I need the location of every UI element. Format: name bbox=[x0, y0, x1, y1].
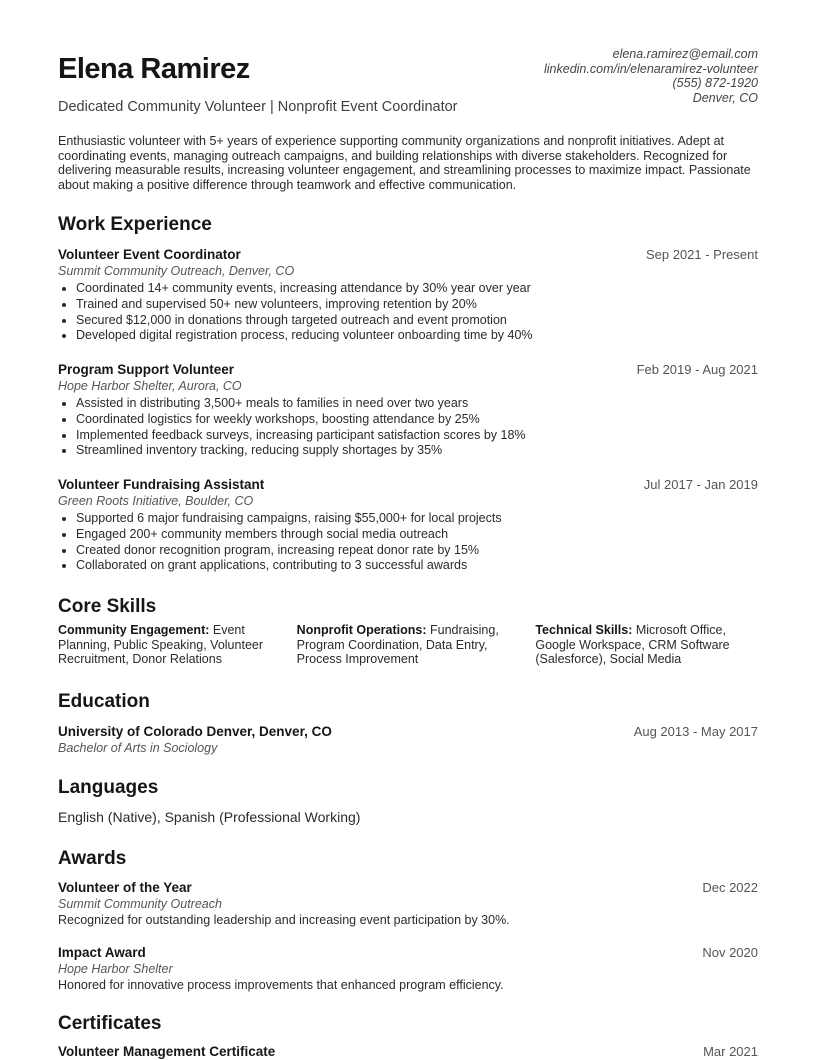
job-title: Volunteer Event Coordinator bbox=[58, 247, 241, 262]
bullet-item: • Streamlined inventory tracking, reducing supply shortages by 35% bbox=[76, 443, 758, 459]
bullet-item: • Coordinated logistics for weekly workshops, boosting attendance by 25% bbox=[76, 412, 758, 428]
contact-location: Denver, CO bbox=[692, 91, 758, 106]
bullet-item: • Created donor recognition program, increasing repeat donor rate by 15% bbox=[76, 543, 758, 559]
job-organization: Hope Harbor Shelter, Aurora, CO bbox=[58, 379, 242, 393]
job-title: Program Support Volunteer bbox=[58, 362, 235, 377]
skills-grid bbox=[58, 623, 758, 667]
award-date: Nov 2020 bbox=[702, 945, 758, 960]
work-entry bbox=[58, 476, 758, 574]
work-entry bbox=[58, 246, 758, 344]
award-organization: Summit Community Outreach bbox=[58, 897, 222, 911]
certificate-title: Volunteer Management Certificate bbox=[58, 1044, 276, 1059]
bullet-item: • Engaged 200+ community members through social media outreach bbox=[76, 527, 758, 543]
job-date: Feb 2019 - Aug 2021 bbox=[636, 362, 758, 377]
school-name: University of Colorado Denver, Denver, CO bbox=[58, 724, 332, 739]
bullet-item: • Developed digital registration process, reducing volunteer onboarding time by 40% bbox=[76, 328, 758, 344]
bullet-item: • Secured $12,000 in donations through targeted outreach and event promotion bbox=[76, 313, 758, 329]
job-organization: Summit Community Outreach, Denver, CO bbox=[58, 264, 295, 278]
work-entry bbox=[58, 361, 758, 459]
certificate-date: Mar 2021 bbox=[703, 1044, 758, 1059]
section-title-languages: Languages bbox=[58, 777, 159, 798]
resume-page bbox=[58, 0, 758, 1059]
job-bullets bbox=[58, 396, 758, 459]
bullet-item: • Supported 6 major fundraising campaigns, raising $55,000+ for local projects bbox=[76, 511, 758, 527]
award-title: Volunteer of the Year bbox=[58, 880, 192, 895]
bullet-item: • Collaborated on grant applications, contributing to 3 successful awards bbox=[76, 558, 758, 574]
award-organization: Hope Harbor Shelter bbox=[58, 962, 173, 976]
job-date: Sep 2021 - Present bbox=[645, 247, 758, 262]
skill-group-label: Nonprofit Operations: bbox=[296, 623, 427, 637]
job-bullets bbox=[58, 281, 758, 344]
bullet-item: • Implemented feedback surveys, increasing participant satisfaction scores by 18% bbox=[76, 428, 758, 444]
bullet-item: • Trained and supervised 50+ new volunteers, improving retention by 20% bbox=[76, 297, 758, 313]
award-title: Impact Award bbox=[58, 945, 146, 960]
skill-group-items: Fundraising, Program Coordination, Data Entry, Process Improvement bbox=[296, 623, 499, 667]
bullet-item: • Coordinated 14+ community events, increasing attendance by 30% year over year bbox=[76, 281, 758, 297]
section-title-work: Work Experience bbox=[58, 214, 212, 235]
job-bullets bbox=[58, 511, 758, 574]
skill-group bbox=[297, 623, 520, 667]
job-title: Volunteer Fundraising Assistant bbox=[58, 477, 265, 492]
skill-group-items: Event Planning, Public Speaking, Volunteer Recruitment, Donor Relations bbox=[58, 623, 264, 667]
section-title-skills: Core Skills bbox=[58, 596, 157, 617]
award-entry bbox=[58, 944, 758, 993]
award-date: Dec 2022 bbox=[702, 880, 758, 895]
education-entry bbox=[58, 723, 758, 756]
award-description: Honored for innovative process improvements that enhanced program efficiency. bbox=[58, 978, 504, 992]
skill-group bbox=[535, 623, 758, 667]
professional-summary: Enthusiastic volunteer with 5+ years of experience supporting community organizations and nonprofit initiatives. Adept at coordinating events, managing outreach campaigns, and building relationships with diverse stakeholders. Recognized for delivering measurable results, increasing volunteer engagement, and streamlining processes to maximize impact. Passionate about making a positive difference through teamwork and effective communication. bbox=[58, 134, 751, 193]
skill-group bbox=[58, 623, 281, 667]
contact-email[interactable]: elena.ramirez@email.com bbox=[612, 47, 758, 61]
certificate-entry bbox=[58, 1043, 758, 1060]
bullet-item: • Assisted in distributing 3,500+ meals to families in need over two years bbox=[76, 396, 758, 412]
section-title-certificates: Certificates bbox=[58, 1013, 162, 1034]
skill-group-items: Microsoft Office, Google Workspace, CRM Software (Salesforce), Social Media bbox=[535, 623, 730, 667]
skill-group-label: Technical Skills: bbox=[535, 623, 633, 637]
contact-phone: (555) 872-1920 bbox=[672, 76, 758, 91]
degree: Bachelor of Arts in Sociology bbox=[58, 741, 218, 755]
award-description: Recognized for outstanding leadership and increasing event participation by 30%. bbox=[58, 913, 510, 927]
section-title-education: Education bbox=[58, 691, 150, 712]
section-title-awards: Awards bbox=[58, 848, 127, 869]
award-entry bbox=[58, 879, 758, 928]
job-organization: Green Roots Initiative, Boulder, CO bbox=[58, 494, 254, 508]
education-date: Aug 2013 - May 2017 bbox=[633, 724, 758, 739]
contact-info bbox=[544, 47, 758, 106]
candidate-name: Elena Ramirez bbox=[58, 53, 250, 85]
candidate-subtitle: Dedicated Community Volunteer | Nonprofit Event Coordinator bbox=[58, 99, 458, 115]
languages-list: English (Native), Spanish (Professional Working) bbox=[58, 809, 361, 825]
resume-header bbox=[58, 0, 758, 124]
job-date: Jul 2017 - Jan 2019 bbox=[643, 477, 758, 492]
skill-group-label: Community Engagement: bbox=[58, 623, 210, 637]
contact-linkedin[interactable]: linkedin.com/in/elenaramirez-volunteer bbox=[544, 61, 758, 76]
